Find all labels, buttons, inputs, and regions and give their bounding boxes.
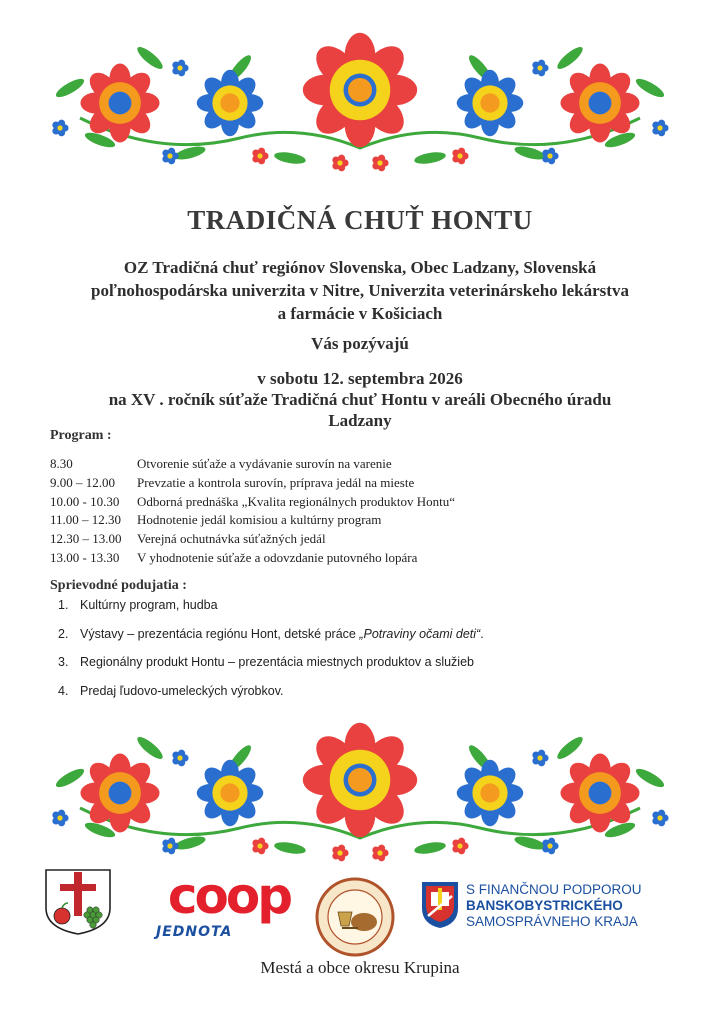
organizers [40,256,680,325]
side-events-heading: Sprievodné podujatia : [50,578,187,593]
support-line: BANSKOBYSTRICKÉHO [466,898,623,913]
schedule-row [50,550,650,569]
leaf-shape [134,44,165,72]
schedule-text: Odborná prednáška „Kvalita regionálnych produktov Hontu“ [137,493,456,509]
small-flower-shape [52,810,68,827]
list-item [58,684,658,713]
schedule-time: 8.30 [50,456,73,471]
leaf-shape [54,76,87,101]
list-emphasis: „Potraviny očami deti“ [359,626,481,641]
list-text: Predaj ľudovo-umeleckých výrobkov. [80,683,284,698]
page-title: TRADIČNÁ CHUŤ HONTU [187,205,533,235]
small-flower-shape [532,750,548,767]
leaf-shape [634,766,667,791]
invite-text: Vás pozývajú [311,334,409,353]
small-flower-shape [52,120,68,137]
list-number: 4. [58,683,69,698]
footer-text: Mestá a obce okresu Krupina [260,958,460,977]
list-text: Regionálny produkt Hontu – prezentácia miestnych produktov a služieb [80,655,474,669]
program-heading: Program : [50,428,112,443]
leaf-shape [554,734,585,762]
program-schedule [50,456,650,569]
support-line: SAMOSPRÁVNEHO KRAJA [466,914,638,929]
blue-flower-shape [457,70,524,137]
organizers-line: poľnohospodárska univerzita v Nitre, Univerzita veterinárskeho lekárstva [91,281,629,300]
red-flower-shape [560,753,639,832]
leaf-shape [173,144,207,162]
support-text [466,882,642,930]
list-suffix: . [480,626,484,641]
coop-wordmark: coop [167,867,291,925]
association-stamp-logo [314,876,396,958]
schedule-time: 10.00 - 10.30 [50,493,120,509]
blue-flower-shape [197,70,264,137]
red-flower-shape [80,753,159,832]
small-flower-shape [162,148,178,165]
list-item [58,598,658,627]
small-flower-shape [652,120,668,137]
village-crest-logo [40,866,116,936]
schedule-time: 9.00 – 12.00 [50,474,115,490]
leaf-shape [413,150,446,166]
small-flower-shape [172,60,188,77]
schedule-row [50,475,650,494]
event-line: Ladzany [328,411,392,430]
small-flower-shape [372,845,388,862]
list-number: 1. [58,598,69,612]
organizers-line: OZ Tradičná chuť regiónov Slovenska, Obec Ladzany, Slovenská [123,258,597,277]
organizers-line: a farmácie v Košiciach [277,304,443,323]
leaf-shape [134,734,165,762]
red-flower-shape [80,63,159,142]
red-flower-shape [560,63,639,142]
jednota-wordmark: JEDNOTA [156,924,233,940]
small-flower-shape [372,155,388,172]
schedule-text: Otvorenie súťaže a vydávanie surovín na varenie [137,456,392,471]
leaf-shape [554,44,585,72]
leaf-shape [634,76,667,101]
event-line: na XV . ročník súťaže Tradičná chuť Hontu v areáli Obecného úradu [108,390,612,409]
side-events-list [58,598,658,712]
small-flower-shape [172,750,188,767]
flower-center-shape [348,78,372,102]
small-flower-shape [452,148,468,165]
small-flower-shape [542,148,558,165]
leaf-shape [273,840,306,856]
leaf-shape [413,840,446,856]
schedule-time: 13.00 - 13.30 [50,549,120,565]
list-number: 2. [58,626,69,641]
schedule-text: Verejná ochutnávka súťažných jedál [137,531,326,547]
small-flower-shape [252,838,268,855]
leaf-shape [513,144,547,162]
schedule-text: V yhodnotenie súťaže a odovzdanie putovného lopára [137,549,418,565]
event-details [40,368,680,431]
leaf-shape [273,150,306,166]
schedule-time: 12.30 – 13.00 [50,531,122,547]
schedule-row [50,494,650,513]
schedule-row [50,456,650,475]
support-line: S FINANČNOU PODPOROU [466,882,642,897]
blue-flower-shape [457,760,524,827]
small-flower-shape [452,838,468,855]
flower-center-shape [348,768,372,792]
small-flower-shape [542,838,558,855]
small-flower-shape [532,60,548,77]
small-flower-shape [332,155,348,172]
event-line: v sobotu 12. septembra 2026 [257,369,463,388]
leaf-shape [513,834,547,852]
list-text: Výstavy – prezentácia regiónu Hont, detské práce [80,626,360,641]
regional-support-logo [420,880,700,932]
small-flower-shape [332,845,348,862]
list-item [58,655,658,684]
schedule-text: Prevzatie a kontrola surovín, príprava jedál na mieste [137,474,415,490]
schedule-text: Hodnotenie jedál komisiou a kultúrny program [137,512,382,528]
schedule-row [50,531,650,550]
folk-flower-ornament-top [40,28,680,178]
bbsk-crest-icon [420,880,460,930]
coop-jednota-logo [150,868,308,946]
folk-flower-ornament-bottom [40,718,680,868]
schedule-row [50,512,650,531]
leaf-shape [54,766,87,791]
blue-flower-shape [197,760,264,827]
schedule-time: 11.00 – 12.30 [50,512,122,528]
list-number: 3. [58,655,69,669]
small-flower-shape [162,838,178,855]
list-item [58,627,658,656]
small-flower-shape [652,810,668,827]
small-flower-shape [252,148,268,165]
leaf-shape [173,834,207,852]
list-text: Kultúrny program, hudba [80,598,218,612]
